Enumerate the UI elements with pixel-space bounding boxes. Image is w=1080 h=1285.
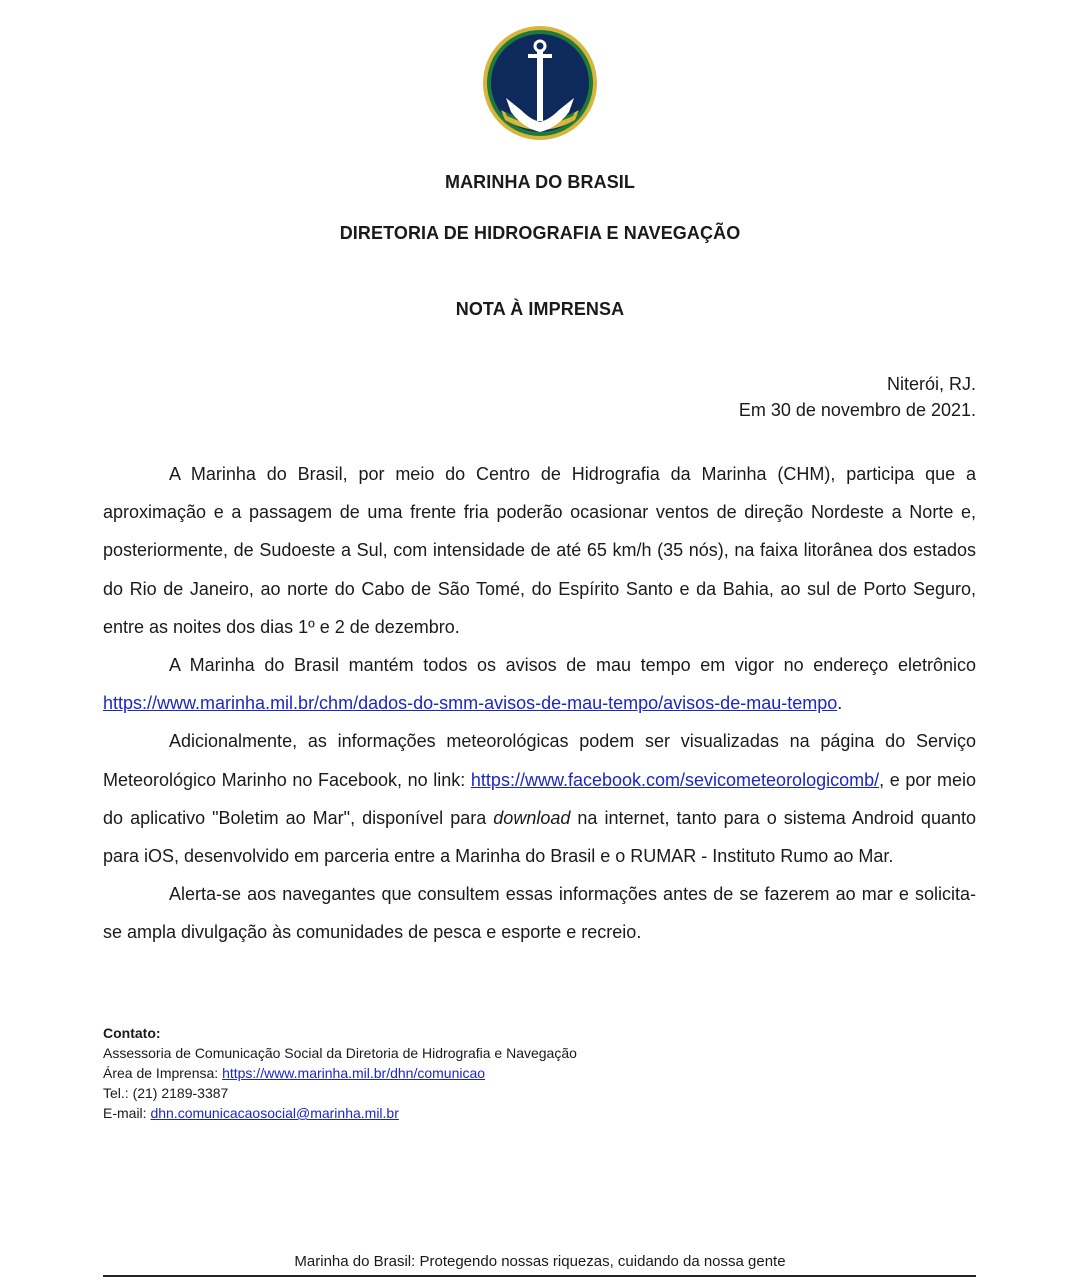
email-link[interactable]: dhn.comunicacaosocial@marinha.mil.br xyxy=(150,1105,399,1121)
date-line: Em 30 de novembro de 2021. xyxy=(738,400,976,420)
footer-motto: Marinha do Brasil: Protegendo nossas riquezas, cuidando da nossa gente xyxy=(294,1253,786,1270)
footer-divider xyxy=(103,1275,976,1277)
press-area-link[interactable]: https://www.marinha.mil.br/dhn/comunicao xyxy=(222,1065,486,1081)
paragraph-3-italic: download xyxy=(493,807,571,828)
paragraph-3-text-b: , e por meio do aplicativo "Boletim ao Mar", disponível para xyxy=(103,769,977,828)
contact-office: Assessoria de Comunicação Social da Diretoria de Hidrografia e Navegação xyxy=(103,1045,577,1061)
contact-phone: Tel.: (21) 2189-3387 xyxy=(103,1085,229,1101)
contact-title: Contato: xyxy=(103,1025,161,1041)
email-label: E-mail: xyxy=(103,1105,151,1121)
weather-warnings-link[interactable]: https://www.marinha.mil.br/chm/dados-do-smm-avisos-de-mau-tempo/avisos-de-mau-tempo xyxy=(103,693,838,714)
contact-email xyxy=(103,1103,577,1123)
place-line: Niterói, RJ. xyxy=(886,374,976,394)
press-release-body xyxy=(103,455,976,952)
paragraph-3-text-c: na internet, tanto para o sistema Android quanto para iOS, desenvolvido em parceria entre a Marinha do Brasil e o RUMAR - Instituto Rumo ao Mar. xyxy=(103,807,976,867)
paragraph-2-end: . xyxy=(837,693,843,714)
paragraph-4: Alerta-se aos navegantes que consultem essas informações antes de se fazerem ao mar e solicita-se ampla divulgação às comunidades de pesca e esporte e recreio. xyxy=(103,884,976,943)
document-type-title: NOTA À IMPRENSA xyxy=(455,299,625,319)
organization-title: MARINHA DO BRASIL xyxy=(444,172,636,192)
contact-block xyxy=(103,1023,577,1123)
facebook-link[interactable]: https://www.facebook.com/sevicometeorologicomb/ xyxy=(470,769,880,790)
contact-press-area xyxy=(103,1063,577,1083)
department-title: DIRETORIA DE HIDROGRAFIA E NAVEGAÇÃO xyxy=(339,223,741,243)
paragraph-3 xyxy=(103,722,976,875)
paragraph-2 xyxy=(103,646,976,722)
paragraph-3-text-a: Adicionalmente, as informações meteorológicas podem ser visualizadas na página do Serviço Meteorológico Marinho no Facebook, no link: xyxy=(103,731,976,790)
anchor-emblem-icon xyxy=(481,24,599,142)
press-area-label: Área de Imprensa: xyxy=(103,1065,223,1081)
paragraph-1: A Marinha do Brasil, por meio do Centro de Hidrografia da Marinha (CHM), participa que a aproximação e a passagem de uma frente fria poderão ocasionar ventos de direção Nordeste a Norte e, posteriormente, de Sudoeste a Sul, com intensidade de até 65 km/h (35 nós), na faixa litorânea dos estados do Rio de Janeiro, ao norte do Cabo de São Tomé, do Espírito Santo e da Bahia, ao sul de Porto Seguro, entre as noites dos dias 1º e 2 de dezembro. xyxy=(103,464,976,637)
paragraph-2-text: A Marinha do Brasil mantém todos os avisos de mau tempo em vigor no endereço eletrônico xyxy=(169,655,976,676)
